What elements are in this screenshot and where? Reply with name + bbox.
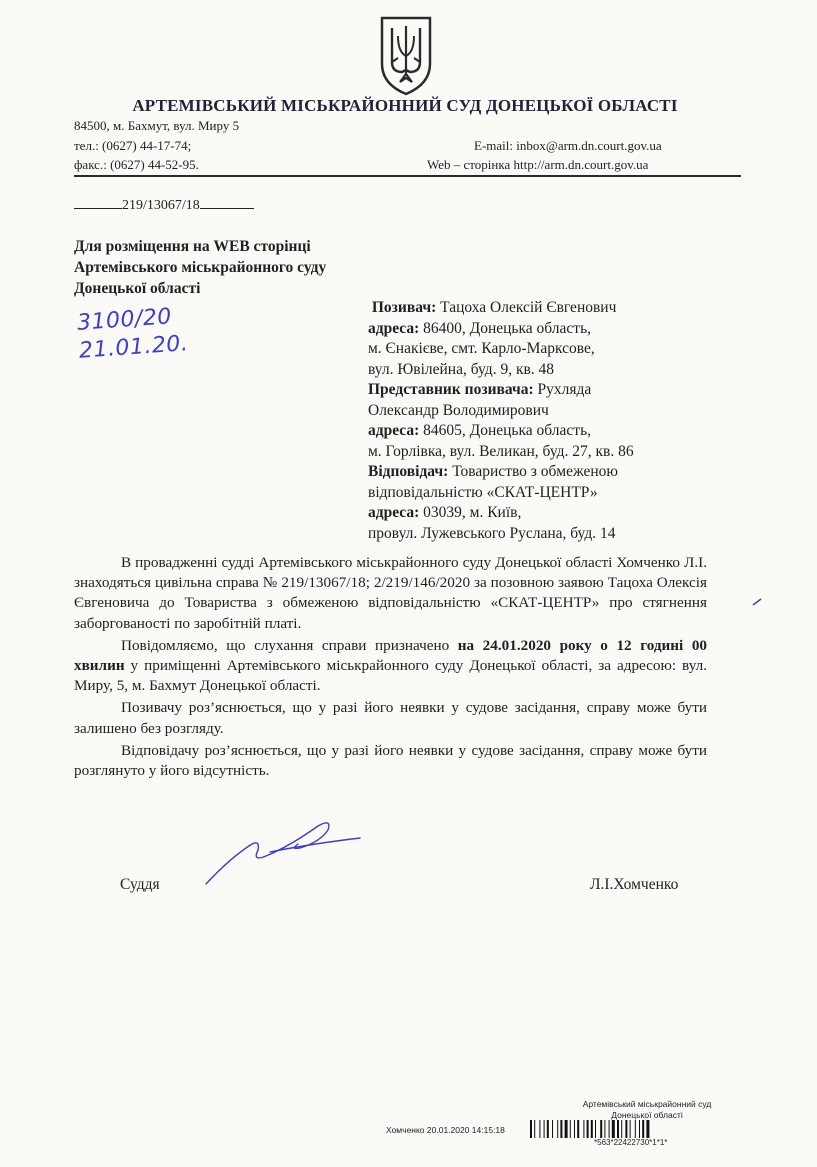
representative-label: Представник позивача: — [368, 381, 534, 398]
paragraph-plaintiff-notice: Позивачу роз’яснюється, що у разі його неявки у судове засідання, справу може бути залишено без розгляду. — [74, 699, 707, 737]
barcode-number: *563*22422730*1*1* — [594, 1138, 668, 1147]
recipient-line-1: Для розміщення на WEB сторінці — [74, 238, 311, 255]
judge-signature — [200, 818, 370, 888]
defendant-name-2: відповідальністю «СКАТ-ЦЕНТР» — [368, 483, 598, 501]
plaintiff-address-1: 86400, Донецька область, — [419, 319, 592, 337]
representative-address-1: 84605, Донецька область, — [419, 422, 592, 439]
handwritten-note-line-2: 21.01.20. — [78, 331, 190, 364]
court-phone: тел.: (0627) 44-17-74; — [74, 138, 192, 153]
registration-number: 219/13067/18 — [122, 198, 200, 213]
plaintiff-address-label: адреса: — [368, 319, 420, 337]
representative-name-1: Рухляда — [533, 381, 592, 398]
registration-number-line — [74, 198, 254, 214]
recipient-line-2: Артемівського міськрайонного суду — [74, 259, 327, 276]
defendant-address-label: адреса: — [368, 504, 420, 521]
court-website: Web – сторінка http://arm.dn.court.gov.ua — [427, 157, 649, 172]
underline-left — [74, 208, 122, 209]
plaintiff-label: Позивач: — [371, 299, 437, 316]
barcode — [530, 1120, 765, 1138]
representative-address-2: м. Горлівка, вул. Великан, буд. 27, кв. 86 — [368, 442, 634, 460]
court-title: АРТЕМІВСЬКИЙ МІСЬКРАЙОННИЙ СУД ДОНЕЦЬКОЇ ОБЛАСТІ — [132, 96, 678, 115]
parties-block — [368, 298, 738, 544]
hearing-text-start: Повідомляємо, що слухання справи призначено — [121, 636, 458, 654]
stamp-meta: Хомченко 20.01.2020 14:15:18 — [386, 1125, 505, 1135]
judge-name: Л.І.Хомченко — [590, 876, 679, 893]
hearing-datetime: на 24.01.2020 року о 12 годині 00 хвилин — [74, 636, 708, 675]
defendant-address-1: 03039, м. Київ, — [419, 504, 522, 521]
paragraph-hearing-date — [74, 636, 707, 697]
hearing-text-end: у приміщенні Артемівського міськрайонного суду Донецької області, за адресою: вул. Миру, 5, м. Бахмут Донецької області. — [74, 657, 707, 695]
plaintiff-address-3: вул. Ювілейна, буд. 9, кв. 48 — [368, 360, 555, 378]
court-email: E-mail: inbox@arm.dn.court.gov.ua — [474, 138, 662, 153]
defendant-label: Відповідач: — [368, 463, 449, 480]
representative-address-label: адреса: — [368, 422, 420, 439]
plaintiff-address-2: м. Єнакієве, смт. Карло-Марксове, — [368, 340, 595, 357]
court-address: 84500, м. Бахмут, вул. Миру 5 — [74, 118, 240, 133]
notice-body — [74, 553, 707, 781]
coat-of-arms-emblem — [378, 14, 434, 96]
court-stamp — [572, 1099, 722, 1121]
plaintiff-name: Тацоха Олексій Євгенович — [436, 299, 617, 316]
recipient-line-3: Донецької області — [74, 280, 201, 297]
stamp-court-line-2: Донецької області — [611, 1110, 683, 1120]
paragraph-case-description: В провадженні судді Артемівського міськрайонного суду Донецької області Хомченко Л.І. знаходяться цивільна справа № 219/13067/18; 2/219/146/2020 за позовною заявою Тацоха Олексія Євгеновича до Товариства з обмеженою відповідальністю «СКАТ-ЦЕНТР» про стягнення заборгованості по заробітній платі. — [74, 554, 707, 632]
underline-right — [200, 208, 254, 209]
judge-label: Суддя — [120, 876, 160, 893]
stamp-court-line-1: Артемівський міськрайонний суд — [582, 1099, 712, 1109]
header-divider — [74, 175, 741, 177]
pen-mark — [752, 598, 762, 606]
representative-name-2: Олександр Володимирович — [368, 401, 549, 419]
paragraph-defendant-notice: Відповідачу роз’яснюється, що у разі його неявки у судове засідання, справу може бути розглянуто у його відсутність. — [74, 741, 707, 780]
defendant-name-1: Товариство з обмеженою — [448, 463, 618, 480]
handwritten-note — [76, 302, 189, 365]
defendant-address-2: провул. Лужевського Руслана, буд. 14 — [368, 524, 616, 542]
handwritten-note-line-1: 3100/20 — [76, 304, 173, 336]
recipient-block — [74, 236, 404, 299]
court-fax: факс.: (0627) 44-52-95. — [74, 157, 199, 172]
